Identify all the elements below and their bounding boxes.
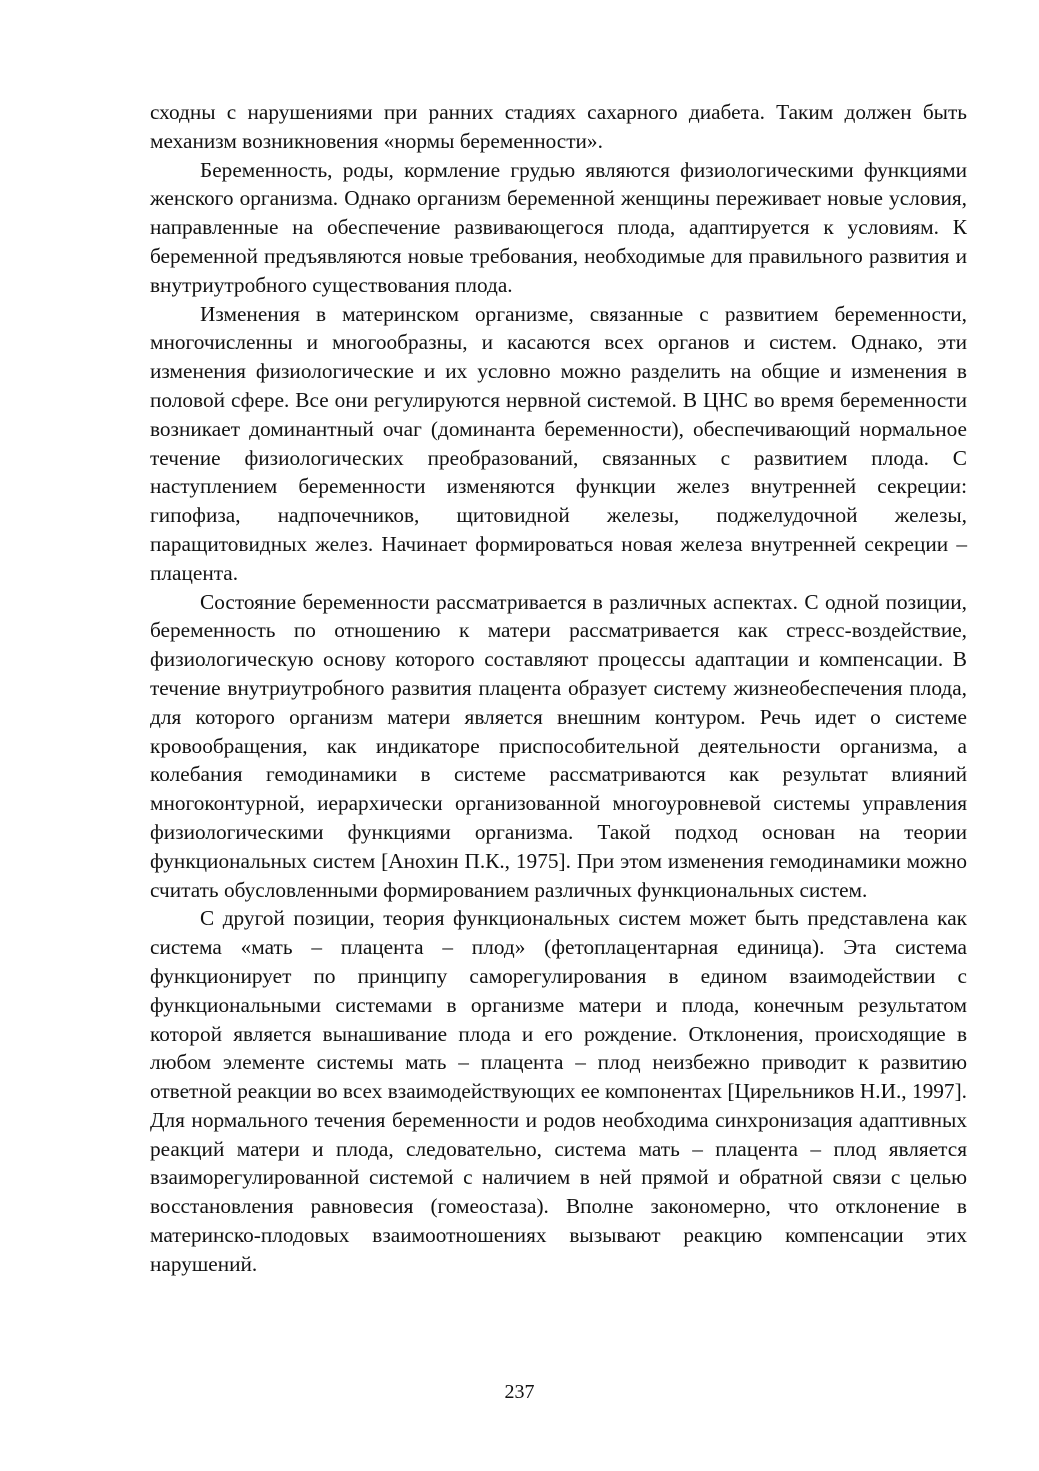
- page-body: [150, 98, 967, 1279]
- paragraph-pregnancy-aspects: Состояние беременности рассматривается в различных аспектах. С одной позиции, беременность по отношению к матери рассматривается как стресс-воздействие, физиологическую основу которого составляют процессы адаптации и компенсации. В течение внутриутробного развития плацента образует систему жизнеобеспечения плода, для которого организм матери является внешним контуром. Речь идет о системе кровообращения, как индикаторе приспособительной деятельности организма, а колебания гемодинамики в системе рассматриваются как результат влияний многоконтурной, иерархически организованной многоуровневой системы управления физиологическими функциями организма. Такой подход основан на теории функциональных систем [Анохин П.К., 1975]. При этом изменения гемодинамики можно считать обусловленными формированием различных функциональных систем.: [150, 589, 967, 902]
- paragraph-pregnancy-functions: Беременность, роды, кормление грудью являются физиологическими функциями женского организма. Однако организм беременной женщины переживает новые условия, направленные на обеспечение развивающегося плода, адаптируется к условиям. К беременной предъявляются новые требования, необходимые для правильного развития и внутриутробного существования плода.: [150, 157, 967, 297]
- paragraph-continuation: сходны с нарушениями при ранних стадиях сахарного диабета. Таким должен быть механизм возникновения «нормы беременности».: [150, 100, 967, 153]
- paragraph-maternal-changes: Изменения в материнском организме, связанные с развитием беременности, многочисленны и многообразны, и касаются всех органов и систем. Однако, эти изменения физиологические и их условно можно разделить на общие и изменения в половой сфере. Все они регулируются нервной системой. В ЦНС во время беременности возникает доминантный очаг (доминанта беременности), обеспечивающий нормальное течение физиологических преобразований, связанных с развитием плода. С наступлением беременности изменяются функции желез внутренней секреции: гипофиза, надпочечников, щитовидной железы, поджелудочной железы, паращитовидных желез. Начинает формироваться новая железа внутренней секреции – плацента.: [150, 301, 967, 585]
- page-number: 237: [504, 1381, 535, 1403]
- paragraph-functional-systems: С другой позиции, теория функциональных систем может быть представлена как система «мать – плацента – плод» (фетоплацентарная единица). Эта система функционирует по принципу саморегулирования в едином взаимодействии с функциональными системами в организме матери и плода, конечным результатом которой является вынашивание плода и его рождение. Отклонения, происходящие в любом элементе системы мать – плацента – плод неизбежно приводит к развитию ответной реакции во всех взаимодействующих ее компонентах [Цирельников Н.И., 1997]. Для нормального течения беременности и родов необходима синхронизация адаптивных реакций матери и плода, следовательно, система мать – плацента – плод является взаиморегулированной системой с наличием в ней прямой и обратной связи с целью восстановления равновесия (гомеостаза). Вполне закономерно, что отклонение в материнско-плодовых взаимоотношениях вызывают реакцию компенсации этих нарушений.: [150, 906, 967, 1276]
